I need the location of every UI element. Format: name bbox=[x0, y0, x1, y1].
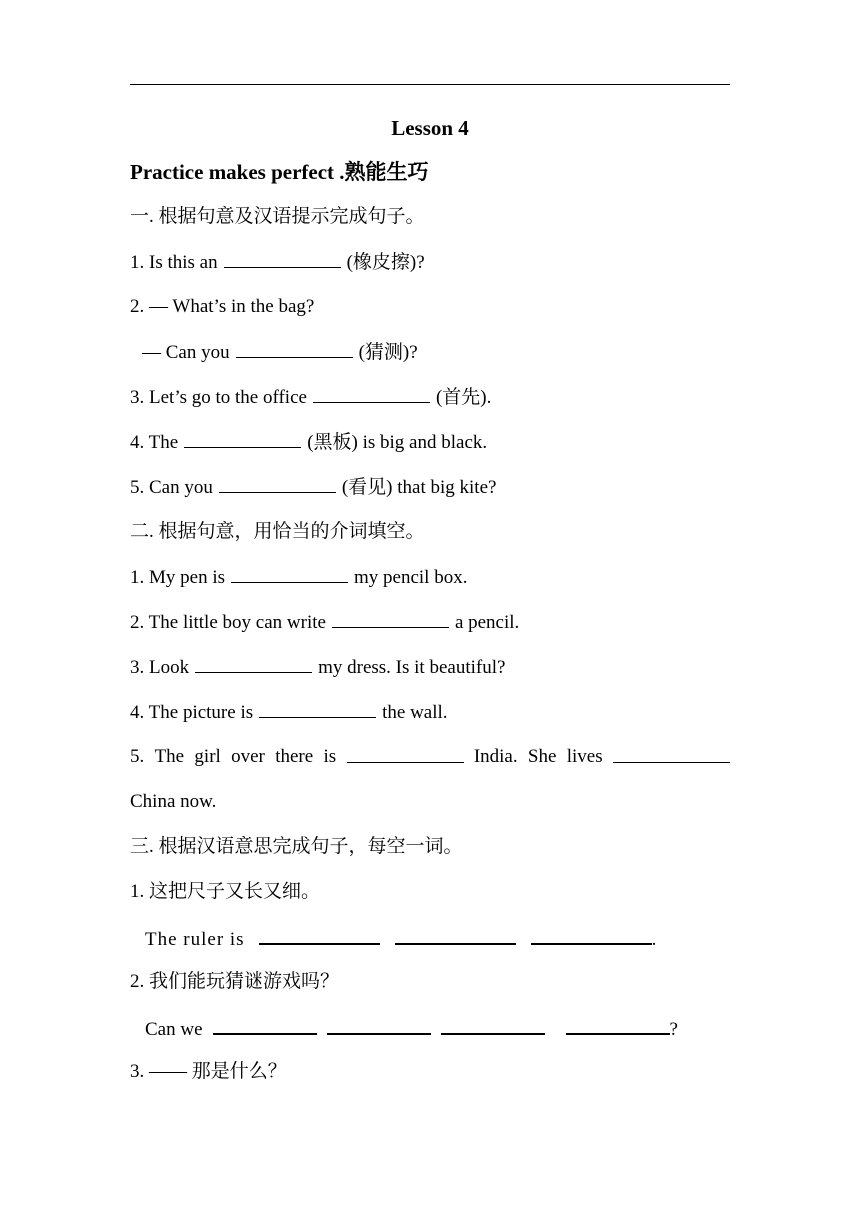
top-rule bbox=[130, 84, 730, 85]
s2q5-word: The bbox=[154, 746, 185, 767]
s2q2-rest: a pencil. bbox=[454, 612, 520, 633]
answer-blank[interactable] bbox=[231, 565, 348, 583]
s1-question-2-reply bbox=[130, 340, 730, 365]
s3-question-1-cn: 1. 这把尺子又长又细。 bbox=[130, 881, 321, 902]
answer-blank[interactable] bbox=[259, 700, 376, 718]
s1-question-1 bbox=[130, 250, 730, 275]
s2-question-4 bbox=[130, 700, 730, 725]
s2q4-text: 4. The picture is bbox=[130, 702, 254, 723]
answer-blank[interactable] bbox=[259, 925, 380, 945]
s2q5-word: India. bbox=[473, 746, 518, 767]
s1-question-4 bbox=[130, 430, 730, 455]
s2q5-word: over bbox=[231, 746, 265, 767]
section2-heading: 二. 根据句意，用恰当的介词填空。 bbox=[130, 521, 425, 542]
s2q1-rest: my pencil box. bbox=[354, 567, 468, 588]
s1q4-text: 4. The bbox=[130, 432, 179, 453]
answer-blank[interactable] bbox=[332, 610, 449, 628]
page-title: Lesson 4 bbox=[391, 116, 469, 140]
s1q1-text: 1. Is this an bbox=[130, 252, 218, 273]
s3-question-3-cn: 3. —— 那是什么？ bbox=[130, 1061, 287, 1082]
s2q5-word: lives bbox=[566, 746, 603, 767]
s1q3-text: 3. Let’s go to the office bbox=[130, 387, 307, 408]
s3q1-text: The ruler is bbox=[145, 929, 245, 950]
answer-blank[interactable] bbox=[327, 1015, 431, 1035]
s1q4-hint: (黑板) is big and black. bbox=[307, 432, 488, 453]
answer-blank[interactable] bbox=[184, 430, 301, 448]
answer-blank[interactable] bbox=[347, 745, 464, 763]
answer-blank[interactable] bbox=[566, 1015, 670, 1035]
s2-question-1 bbox=[130, 565, 730, 590]
s1q3-hint: (首先). bbox=[435, 387, 492, 408]
answer-blank[interactable] bbox=[195, 655, 312, 673]
s3q2-end: ? bbox=[669, 1019, 678, 1040]
answer-blank[interactable] bbox=[224, 250, 341, 268]
answer-blank[interactable] bbox=[613, 745, 730, 763]
s2q5-word: She bbox=[527, 746, 557, 767]
s2-question-2 bbox=[130, 610, 730, 635]
answer-blank[interactable] bbox=[395, 925, 516, 945]
s2q5-word: is bbox=[323, 746, 337, 767]
s1q2-hint: (猜测)? bbox=[358, 342, 418, 363]
s2-question-5 bbox=[130, 745, 730, 769]
s2q5-num: 5. bbox=[130, 746, 145, 767]
s3-question-2-en bbox=[130, 1015, 730, 1042]
s3q2-text: Can we bbox=[145, 1019, 203, 1040]
s2q3-text: 3. Look bbox=[130, 657, 190, 678]
answer-blank[interactable] bbox=[313, 385, 430, 403]
s1-question-5 bbox=[130, 475, 730, 500]
s1-question-2 bbox=[130, 295, 730, 319]
s2q4-rest: the wall. bbox=[382, 702, 448, 723]
answer-blank[interactable] bbox=[213, 1015, 317, 1035]
s2q5-word: girl bbox=[194, 746, 221, 767]
s2-question-3 bbox=[130, 655, 730, 680]
answer-blank[interactable] bbox=[219, 475, 336, 493]
section1-heading: 一. 根据句意及汉语提示完成句子。 bbox=[130, 206, 425, 227]
s1q5-text: 5. Can you bbox=[130, 477, 213, 498]
s3-question-1-en bbox=[130, 925, 730, 952]
s1-question-3 bbox=[130, 385, 730, 410]
s3q1-end: . bbox=[651, 929, 658, 950]
s3-question-2-cn: 2. 我们能玩猜谜游戏吗？ bbox=[130, 971, 340, 992]
section3-heading: 三. 根据汉语意思完成句子，每空一词。 bbox=[130, 836, 463, 857]
s2q1-text: 1. My pen is bbox=[130, 567, 225, 588]
page-subtitle: Practice makes perfect .熟能生巧 bbox=[130, 160, 429, 184]
s1q2-reply: — Can you bbox=[142, 342, 230, 363]
answer-blank[interactable] bbox=[441, 1015, 545, 1035]
s2q3-rest: my dress. Is it beautiful? bbox=[318, 657, 506, 678]
answer-blank[interactable] bbox=[531, 925, 652, 945]
s1q1-hint: (橡皮擦)? bbox=[346, 252, 425, 273]
s2-question-5-cont: China now. bbox=[130, 791, 217, 812]
answer-blank[interactable] bbox=[236, 340, 353, 358]
s2q2-text: 2. The little boy can write bbox=[130, 612, 326, 633]
s1q2-text: 2. — What’s in the bag? bbox=[130, 296, 315, 317]
s1q5-hint: (看见) that big kite? bbox=[341, 477, 497, 498]
s2q5-word: there bbox=[275, 746, 314, 767]
